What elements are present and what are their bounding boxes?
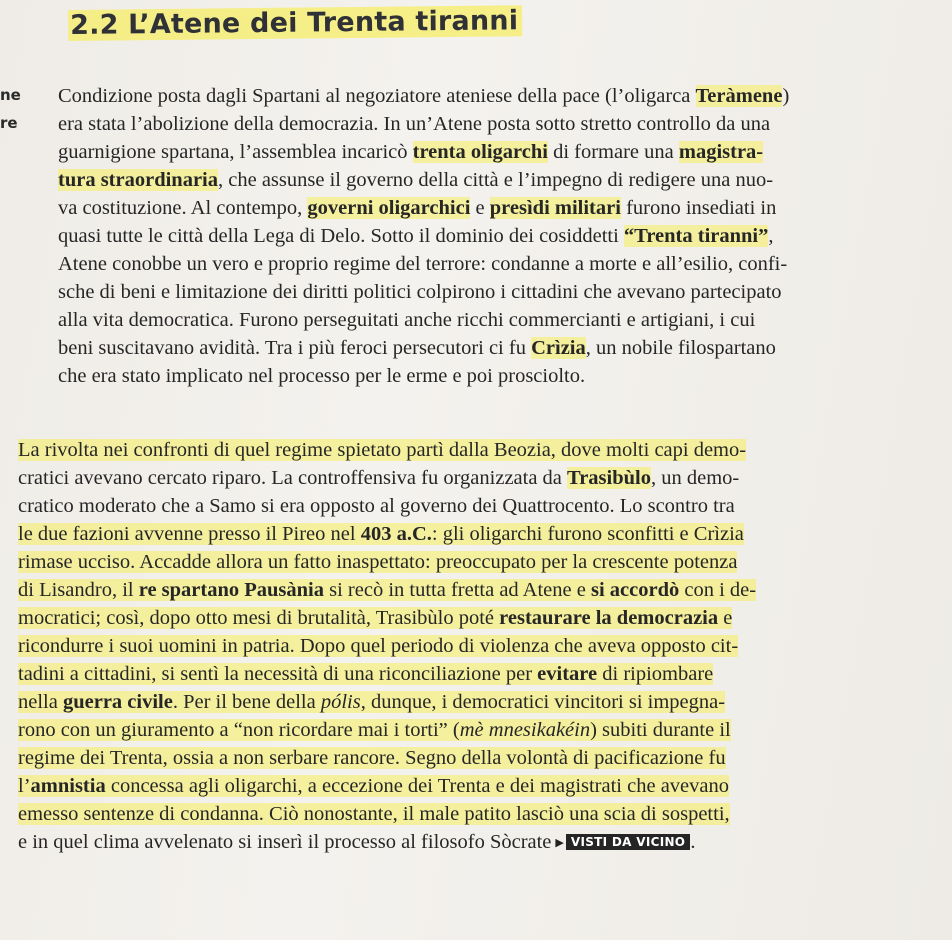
text-segment: le due fazioni avvenne presso il Pireo nel [18,523,361,545]
text-segment: era stata l’abolizione della democrazia. In un’Atene posta sotto stretto controllo da una [58,113,771,135]
text-segment: mocratici; così, dopo otto mesi di brutalità, Trasibùlo poté [18,607,500,629]
text-segment: amnistia [30,775,106,797]
text-segment: mè mnesikakéin [459,719,591,741]
paragraph1-line [58,250,938,278]
text-segment: La rivolta nei confronti di quel regime spietato partì dalla Beozia, dove molti capi demo- [18,439,747,461]
text-segment: tadini a cittadini, si sentì la necessità di una riconciliazione per [18,663,538,685]
paragraph1-line [58,138,938,166]
text-segment: . Per il bene della [172,691,321,713]
text-segment: pólis [320,691,361,713]
text-segment: quasi tutte le città della Lega di Delo. Sotto il dominio dei cosiddetti [58,225,624,247]
text-segment: governi oligarchici [307,197,471,219]
text-segment: , che assunse il governo della città e l’impegno di redigere una nuo- [218,169,774,191]
trailing-period: . [690,831,696,853]
text-segment: guerra civile [62,691,173,713]
text-segment: trenta oligarchi [412,141,548,163]
text-segment: va costituzione. Al contempo, [58,197,308,219]
text-segment: Condizione posta dagli Spartani al negoziatore ateniese della pace (l’oligarca [58,85,696,107]
paragraph1-line [58,110,938,138]
paragraph1-line [58,82,938,110]
cross-reference-link[interactable] [555,828,690,857]
text-segment: , dunque, i democratici vincitori si impegna- [360,691,726,713]
text-segment: guarnigione spartana, l’assemblea incaricò [58,141,413,163]
paragraph1-line [58,222,938,250]
paragraph2-line [18,520,938,548]
text-segment: con i de- [679,579,757,601]
text-segment: evitare [537,663,598,685]
paragraph2-line [18,660,938,688]
text-segment: che era stato implicato nel processo per le erme e poi prosciolto. [58,365,586,387]
text-segment: nella [18,691,63,713]
text-segment: Trasibùlo [567,467,651,489]
text-segment: e in quel clima avvelenato si inserì il processo al filosofo Sòcrate [18,831,552,853]
text-segment: “Trenta tiranni” [623,225,769,247]
paragraph1-line [58,306,938,334]
paragraph2-line [18,632,938,660]
paragraph2-line [18,548,938,576]
paragraph2-line [18,576,938,604]
paragraph2-line [18,772,938,800]
text-segment: di ripiombare [597,663,714,685]
text-segment: presìdi militari [489,197,621,219]
text-segment: e [470,197,490,219]
cross-reference-label: VISTI DA VICINO [566,834,690,850]
text-segment: Crìzia [531,337,586,359]
text-segment: emesso sentenze di condanna. Ciò nonostante, il male patito lasciò una scia di sospetti, [18,803,730,825]
paragraph2-line [18,744,938,772]
text-segment: restaurare la democrazia [499,607,719,629]
text-segment: rono con un giuramento a “non ricordare mai i torti” ( [18,719,460,741]
paragraph1-line [58,362,938,390]
paragraph1-line [58,166,938,194]
text-segment: concessa agli oligarchi, a eccezione dei Trenta e dei magistrati che avevano [105,775,729,797]
paragraph2-line [18,716,938,744]
text-segment: , [768,225,774,247]
section-title [68,5,522,41]
text-segment: regime dei Trenta, ossia a non serbare rancore. Segno della volontà di pacificazione fu [18,747,726,769]
paragraph1-line [58,334,938,362]
text-segment: alla vita democratica. Furono perseguitati anche ricchi commercianti e artigiani, i cui [58,309,756,331]
text-segment: re spartano Pausània [138,579,324,601]
text-segment: 403 a.C. [360,523,432,545]
paragraph2-line [18,828,938,857]
text-segment: cratici avevano cercato riparo. La controffensiva fu organizzata da [18,467,568,489]
text-segment: ) [782,85,790,107]
text-segment: beni suscitavano avidità. Tra i più feroci persecutori ci fu [58,337,532,359]
section-title-text: 2.2 L’Atene dei Trenta tiranni [68,5,522,41]
text-segment: sche di beni e limitazione dei diritti politici colpirono i cittadini che avevano partecipato [58,281,782,303]
text-segment: l’ [18,775,31,797]
play-arrow-icon: ▶ [555,836,564,849]
text-segment: Teràmene [695,85,783,107]
text-segment: furono insediati in [620,197,777,219]
paragraph2-line [18,688,938,716]
text-segment: si recò in tutta fretta ad Atene e [324,579,591,601]
paragraph2-line [18,800,938,828]
text-segment: : gli oligarchi furono sconfitti e Crìzia [431,523,744,545]
paragraph2-line [18,464,938,492]
text-segment: magistra- [678,141,764,163]
text-segment: di Lisandro, il [18,579,139,601]
text-segment: si accordò [590,579,680,601]
paragraph1-line [58,194,938,222]
text-segment: rimase ucciso. Accadde allora un fatto inaspettato: preoccupato per la crescente potenza [18,551,738,573]
text-segment: ricondurre i suoi uomini in patria. Dopo quel periodo di violenza che aveva opposto cit- [18,635,739,657]
paragraph-2 [18,436,938,857]
paragraph2-line [18,604,938,632]
text-segment: cratico moderato che a Samo si era opposto al governo dei Quattrocento. Lo scontro tra [18,495,735,517]
paragraph1-line [58,278,938,306]
text-segment: ) subiti durante il [590,719,731,741]
text-segment: Atene conobbe un vero e proprio regime del terrore: condanne a morte e all’esilio, confi- [58,253,788,275]
text-segment: , un nobile filospartano [585,337,776,359]
text-segment: e [718,607,733,629]
text-segment: tura straordinaria [58,169,218,191]
margin-fragment-1: ne [0,86,21,104]
paragraph2-line [18,436,938,464]
paragraph2-line [18,492,938,520]
margin-fragment-2: re [0,114,18,132]
paragraph-1 [58,82,938,390]
text-segment: , un demo- [650,467,740,489]
text-segment: di formare una [547,141,679,163]
